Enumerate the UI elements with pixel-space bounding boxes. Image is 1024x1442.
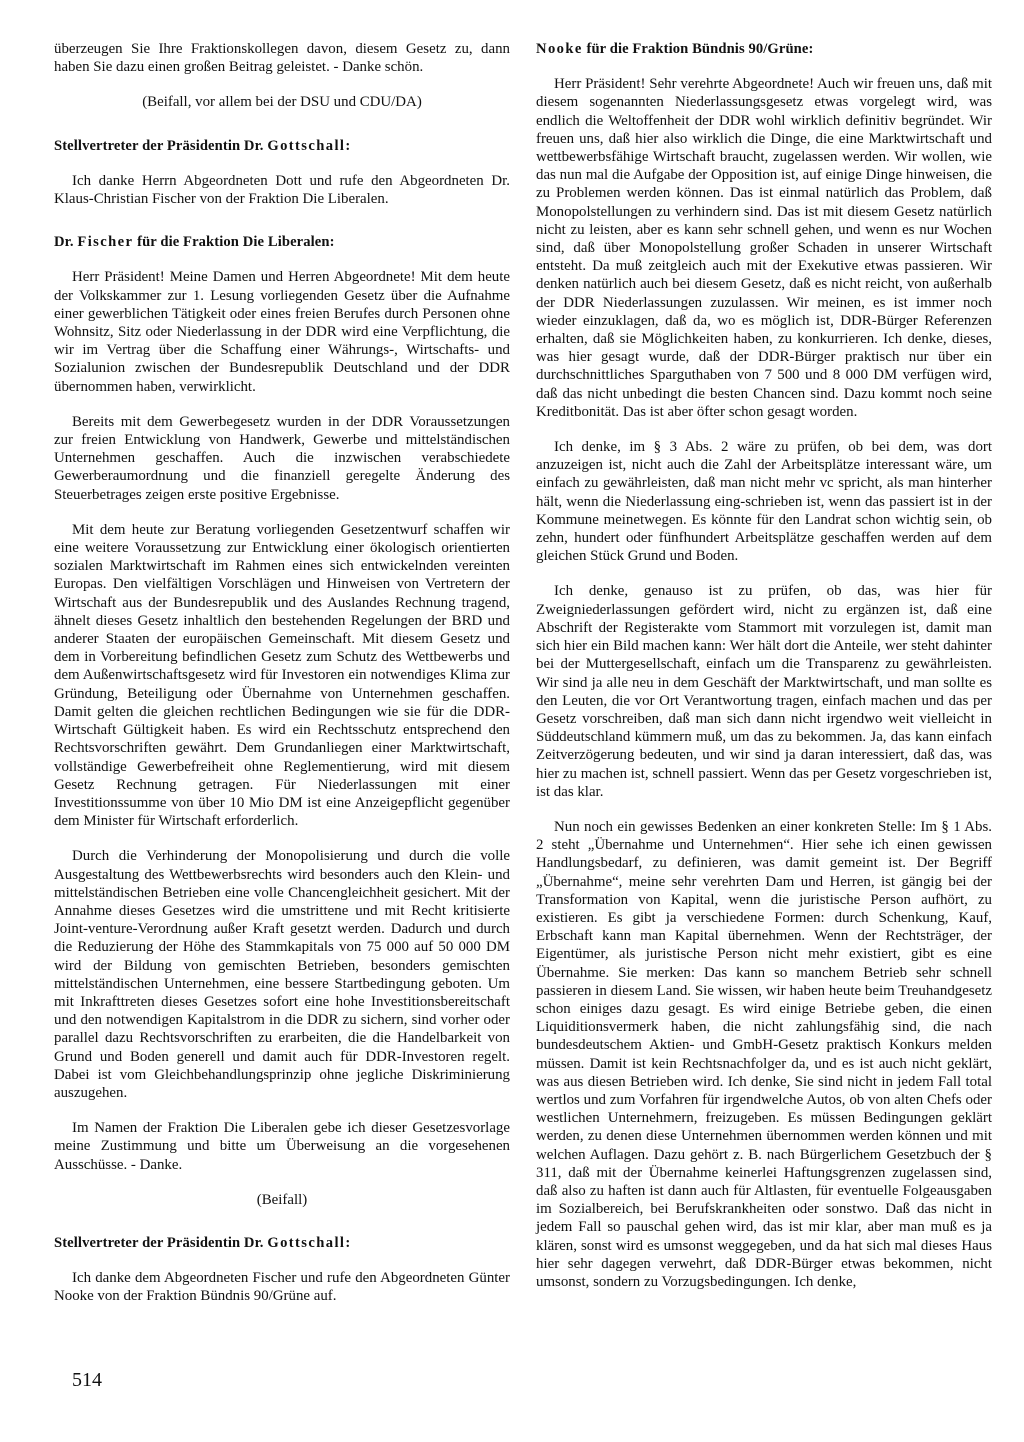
speaker-heading-vice-president	[54, 1234, 510, 1252]
speaker-name: Gottschall:	[267, 137, 352, 154]
paragraph-vp-call: Ich danke Herrn Abgeordneten Dott und rufe den Abgeordneten Dr. Klaus-Christian Fischer von der Fraktion Die Liberalen.	[54, 172, 510, 208]
page-number: 514	[72, 1369, 102, 1391]
paragraph-vp-call: Ich danke dem Abgeordneten Fischer und rufe den Abgeordneten Günter Nooke von der Fraktion Bündnis 90/Grüne auf.	[54, 1270, 510, 1305]
paragraph: Durch die Verhinderung der Monopolisierung und durch die volle Ausgestaltung des Wettbewerbsrechts wird besonders auch den Klein- und mittelständischen Betrieben eine volle Chancengleichheit gesichert. Mit der Annahme dieses Gesetzes wird die umstrittene und mit Recht kritisierte Joint-venture-Verordnung außer Kraft gesetzt werden. Dadurch und durch die Reduzierung der Höhe des Stammkapitals von 75 000 auf 50 000 DM wird der Bildung von gemischten Betrieben, besonders gemischten mittelständischen Unternehmen, eine bessere Startbedingung geboten. Um mit Inkrafttreten dieses Gesetzes sofort eine hohe Investitionsbereitschaft und den notwendigen Kapitalstrom in die DDR zu sichern, sind vorher oder parallel dazu Rechtsvorschriften zu erarbeiten, die die Handelbarkeit von Grund und Boden generell und damit auch für DDR-Investoren regelt. Dabei ist vom Gleichbehandlungsprinzip ohne jegliche Diskriminierung auszugehen.	[54, 848, 510, 1101]
speaker-heading-vice-president	[54, 137, 510, 155]
paragraph: Herr Präsident! Sehr verehrte Abgeordnete! Auch wir freuen uns, daß mit diesem sogenannten Niederlassungsgesetz etwas vorgelegt wird, was endlich die Weltoffenheit der DDR wohl wirklich definitiv begründet. Wir freuen uns, daß hier also wirklich die Dinge, die eine Marktwirtschaft und wettbewerbsfähige Wirtschaft braucht, zugelassen werden. Wir wollen, wie das nun mal die Aufgabe der Opposition ist, auf einige Dinge hinweisen, die zu Problemen werden können. Das ist einmal natürlich das Problem, daß Monopolstellungen zu verhindern sind. Das ist mit diesem Gesetz natürlich nicht zu leisten, aber es kann sehr schnell gehen, und wenn es nur Wochen sind, daß über Monopolstellung großer Schaden in unserer Wirtschaft entsteht. Da muß zeitgleich auch mit der Exekutive etwas passieren. Wir denken natürlich auch bei diesem Gesetz, daß es nicht reicht, von außerhalb der DDR Niederlassungen zuzulassen. Wir meinen, es ist immer noch wieder einzuklagen, daß da, wo es möglich ist, DDR-Bürger Referenzen erhalten, daß sie Möglichkeiten haben, zu konkurrieren. Ich denke, dieses, was hier gesagt wurde, daß der DDR-Bürger praktisch nur über ein durchschnittliches Sparguthaben von 7 500 und 8 000 DM verfügen wird, daß das nicht unbedingt die besten Chancen sind. Dazu kommt noch seine Kreditbonität. Das ist aber öfter schon gesagt worden.	[536, 76, 992, 420]
speaker-name: Gottschall:	[267, 1234, 352, 1251]
speaker-faction: für die Fraktion Die Liberalen:	[137, 234, 335, 251]
applause-note: (Beifall)	[256, 1191, 308, 1208]
speaker-name: Fischer	[77, 234, 134, 251]
speaker-faction: für die Fraktion Bündnis 90/Grüne:	[586, 41, 814, 57]
paragraph: Nun noch ein gewisses Bedenken an einer konkreten Stelle: Im § 1 Abs. 2 steht „Übernahme und Unternehmen“. Hier sehe ich einen gewissen Handlungsbedarf, zu definieren, was damit gemeint ist. Der Begriff „Übernahme“, meine sehr verehrten Dam und Herren, ist gängig bei der Transformation von Kapital, wenn die juristische Person aufhört, zu existieren. Es gibt ja verschiedene Formen: durch Schenkung, Kauf, Erbschaft kann man Kapital übernehmen. Wenn der Rechtsträger, der Eigentümer, als juristische Person nicht mehr existiert, gibt es eine Übernahme. Sie merken: Das kann so manchem Betrieb sehr schnell passieren in diesem Land. Sie wissen, wir haben heute beim Treuhandgesetz schon einiges dazu gesagt. Es wird einige Betriebe geben, die einen Liquiditionsvermerk haben, die nicht zahlungsfähig sind, die nach bundesdeutschem Aktien- und GmbH-Gesetz praktisch Konkurs melden müssen. Damit ist kein Rechtsnachfolger da, und es ist auch nicht geklärt, was aus diesen Betrieben wird. Ich denke, Sie sind nicht in jedem Fall total wertlos und zum Vorfahren für irgendwelche Autos, ob von alten Chefs oder westlichen Unternehmern, freizugeben. Es müssen Bedingungen geklärt werden, zu denen diese Unternehmen übernommen werden können und mit welchen Auflagen. Dazu gehört z. B. nach Bürgerlichem Gesetzbuch der § 311, daß mit der Übernahme keinerlei Haftungsgrenzen zugelassen sind, daß also zu haften ist dann auch für Altlasten, für eventuelle Folgeausgaben im Sozialbereich, bei Berufskrankheiten oder sonstwo. Daß das nicht in jedem Fall so pauschal gehen wird, das ist mir klar, aber man muß es ja klären, sonst wird es umsonst weggegeben, und da hat sich mal dieses Haus hier sehr dagegen verwehrt, daß DDR-Bürger etwas bekommen, nicht umsonst, sondern zu Vorzugsbedingungen. Ich denke,	[536, 818, 992, 1290]
left-column	[54, 40, 510, 1306]
paragraph: Bereits mit dem Gewerbegesetz wurden in der DDR Voraussetzungen zur freien Entwicklung von Handwerk, Gewerbe und mittelständischen Unternehmen geschaffen. Auch die inzwischen verabschiedete Gewerberaumordnung und die finanziell geregelte Änderung des Steuerbetrages zeigen erste positive Ergebnisse.	[54, 413, 510, 503]
speaker-heading-nooke	[536, 40, 992, 58]
speaker-title: Stellvertreter der Präsidentin Dr.	[54, 1234, 264, 1251]
paragraph: Herr Präsident! Meine Damen und Herren Abgeordnete! Mit dem heute der Volkskammer zur 1. Lesung vorliegenden Gesetz über die Aufnahme einer gewerblichen Tätigkeit oder eines freien Berufes durch Personen ohne Wohnsitz, Sitz oder Niederlassung in der DDR wird eine Verpflichtung, die wir im Vertrag über die Schaffung einer Währungs-, Wirtschafts- und Sozialunion zwischen der Bundesrepublik Deutschland und der DDR übernommen haben, verwirklicht.	[54, 269, 510, 395]
speaker-heading-fischer	[54, 233, 510, 251]
paragraph: Ich denke, im § 3 Abs. 2 wäre zu prüfen, ob bei dem, was dort anzuzeigen ist, nicht auch die Zahl der Arbeitsplätze interessant wäre, um einfach zu gewährleisten, daß man nicht mehr vc spricht, als man hinterher hält, wenn die Niederlassung eing-schrieben ist, wenn das passiert ist in der Kommune meinetwegen. Es könnte für den Landrat schon wichtig sein, ob zehn, hundert oder fünfhundert Arbeitsplätze geschaffen werden auf dem gleichen Stück Grund und Boden.	[536, 439, 992, 565]
paragraph-continuation: überzeugen Sie Ihre Fraktionskollegen davon, diesem Gesetz zu, dann haben Sie dazu einen großen Beitrag geleistet. - Danke schön.	[54, 41, 510, 76]
speaker-title: Stellvertreter der Präsidentin Dr.	[54, 137, 264, 154]
speaker-name: Nooke	[536, 41, 583, 57]
paragraph: Ich denke, genauso ist zu prüfen, ob das, was hier für Zweigniederlassungen gefördert wird, nicht zu ergänzen ist, daß eine Abschrift der Registerakte vom Stammort mit vorzulegen ist, damit man sich hier ein Bild machen kann: Wer hält dort die Anteile, wer steht dahinter bei der Muttergesellschaft, einfach um die Transparenz zu gewährleisten. Wir sind ja alle neu in dem Geschäft der Marktwirtschaft, und man sollte es den Leuten, die vor Ort Verantwortung tragen, einfach machen und das per Gesetz vorschreiben, daß man sich dann nicht irgendwo weit vielleicht in Süddeutschland kümmern muß, um das zu bekommen. Ja, das kann einfach Zeitverzögerung bedeuten, und wir sind ja daran interessiert, daß das, was hier zu machen ist, schnell passiert. Wenn das per Gesetz vorgeschrieben ist, ist das klar.	[536, 583, 992, 800]
applause-note: (Beifall, vor allem bei der DSU und CDU/DA)	[142, 94, 422, 111]
paragraph: Im Namen der Fraktion Die Liberalen gebe ich dieser Gesetzesvorlage meine Zustimmung und bitte um Überweisung an die vorgesehenen Ausschüsse. - Danke.	[54, 1120, 510, 1173]
paragraph: Mit dem heute zur Beratung vorliegenden Gesetzentwurf schaffen wir eine weitere Voraussetzung zur Entwicklung einer ökologisch orientierten sozialen Marktwirtschaft im Rahmen eines sich entwickelnden vereinten Europas. Den vielfältigen Vorschlägen und Hinweisen von Vertretern der Wirtschaft aus der Bundesrepublik und des Auslandes Rechnung tragend, ähnelt dieses Gesetz inhaltlich den bestehenden Regelungen der BRD und anderer Staaten der europäischen Gemeinschaft. Mit diesem Gesetz und dem in Vorbereitung befindlichen Gesetz zum Schutz des Wettbewerbs und dem Außenwirtschaftsgesetz wird für Investoren ein notwendiges Klima zur Gründung, Beteiligung oder Übernahme von Unternehmen geschaffen. Damit gelten die gleichen rechtlichen Bedingungen wie sie für die DDR-Wirtschaft Gültigkeit haben. Es wird ein Rechtsschutz entsprechend den Rechtsvorschriften gewährt. Dem Grundanliegen einer Marktwirtschaft, vollständige Gewerbefreiheit ohne Reglementierung, wird mit diesem Gesetz Rechnung getragen. Für Niederlassungen mit einer Investitionssumme von über 10 Mio DM ist eine Anzeigepflicht gegenüber dem Minister für Wirtschaft erforderlich.	[54, 521, 510, 830]
speaker-title: Dr.	[54, 234, 74, 251]
right-column	[536, 40, 992, 1291]
